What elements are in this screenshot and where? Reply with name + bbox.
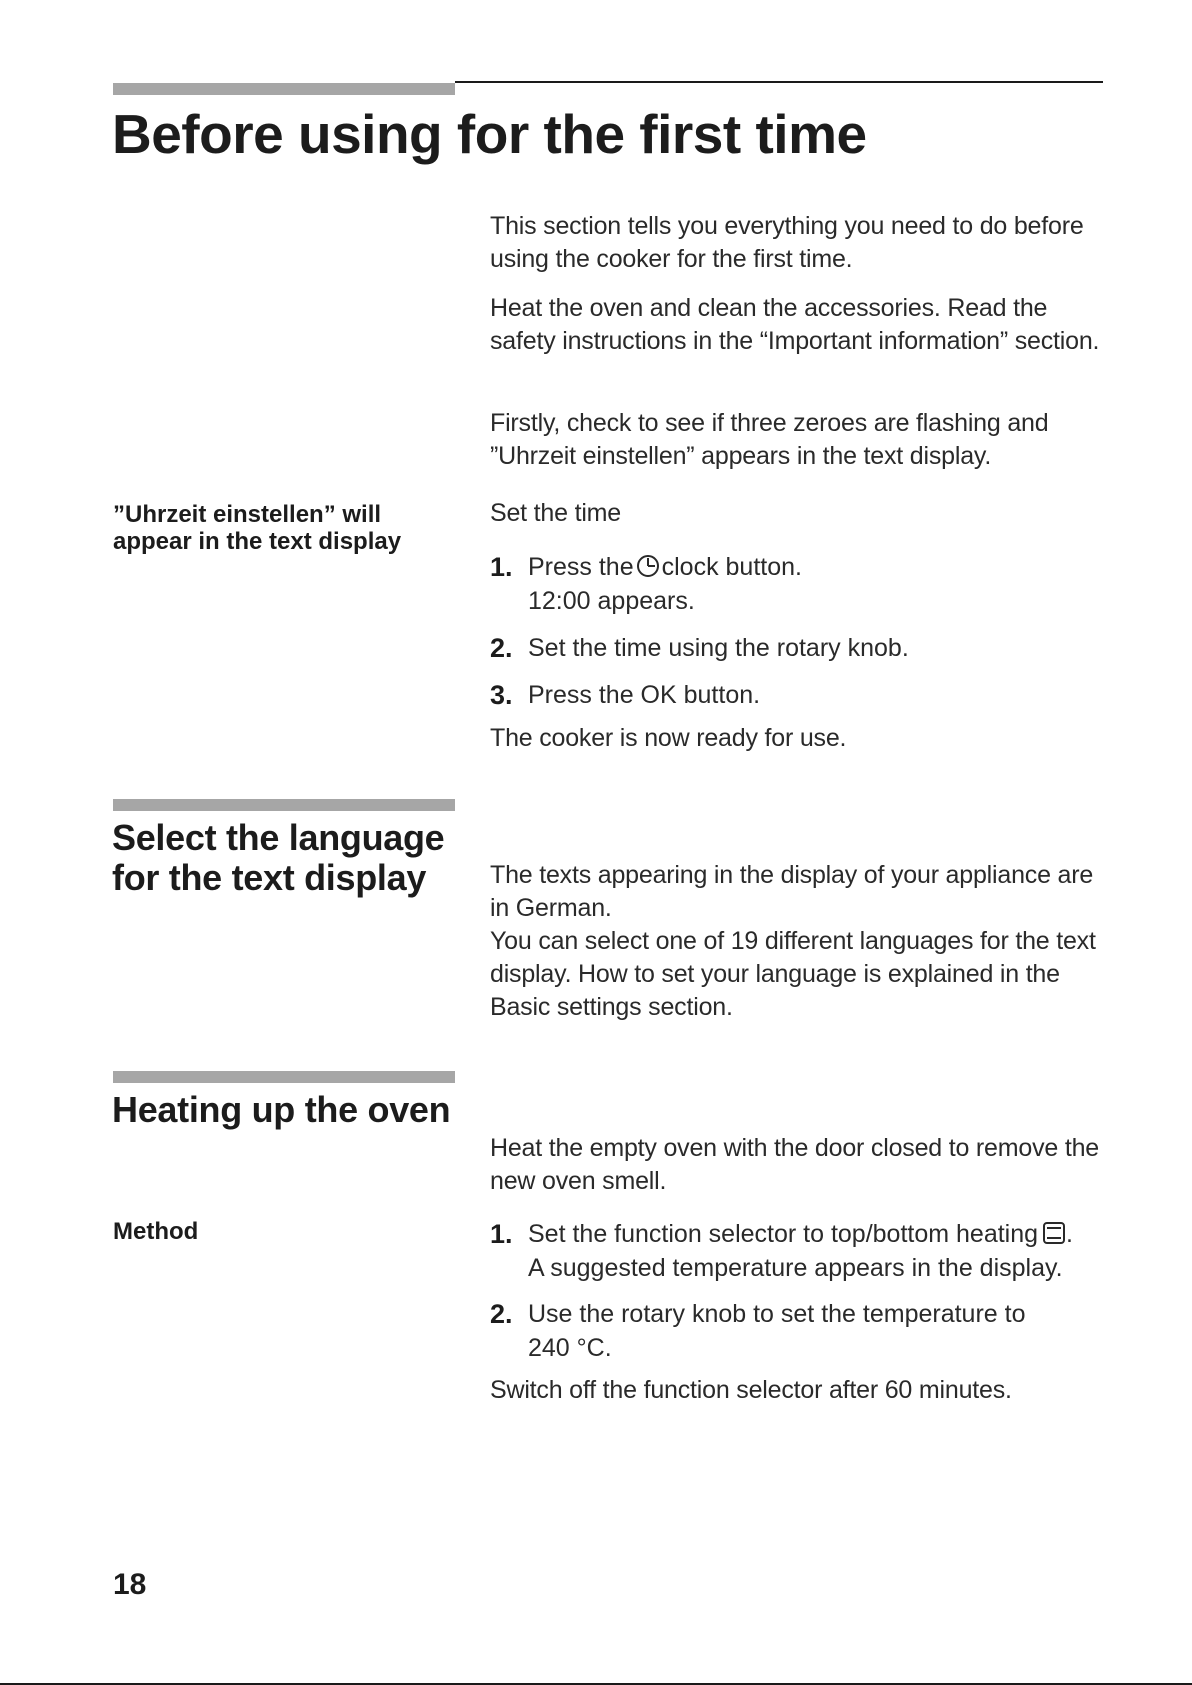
step-subtext: 12:00 appears. [528,587,695,615]
method-label: Method [113,1218,199,1245]
uhrzeit-side-note: ”Uhrzeit einstellen” will appear in the text display [113,501,402,555]
section-bar [113,83,455,95]
language-paragraph-1: The texts appearing in the display of your appliance are in German. [490,861,1094,922]
set-time-heading: Set the time [490,499,621,527]
page-number: 18 [113,1568,147,1601]
top-bottom-heating-icon [1042,1221,1066,1245]
heating-heading: Heating up the oven [112,1089,451,1130]
section-bar [113,1071,455,1083]
language-heading-line-1: Select the language [112,817,445,858]
step-text: Set the function selector to top/bottom heating [528,1220,1039,1248]
intro-paragraph-1: This section tells you everything you need to do before using the cooker for the first time. [490,212,1084,273]
clock-icon [636,554,660,578]
heating-intro: Heat the empty oven with the door closed to remove the new oven smell. [490,1134,1099,1195]
list-item [490,1217,1115,1285]
language-paragraph-2: You can select one of 19 different languages for the text display. How to set your language is explained in the Basic settings section. [490,927,1096,1021]
step-text: Use the rotary knob to set the temperature to 240 °C. [528,1300,1026,1362]
step-number: 1. [490,1219,513,1249]
step-number: 2. [490,1299,513,1329]
language-heading [112,818,444,898]
step-text: Set the time using the rotary knob. [528,634,909,662]
step-number: 3. [490,680,513,710]
step-number: 2. [490,633,513,663]
step-subtext: A suggested temperature appears in the display. [528,1254,1063,1282]
language-heading-line-2: for the text display [112,857,427,898]
step-text: Press the [528,553,634,581]
intro-paragraph-2: Heat the oven and clean the accessories. Read the safety instructions in the “Important information” section. [490,294,1100,355]
intro-paragraph-3: Firstly, check to see if three zeroes are flashing and ”Uhrzeit einstellen” appears in the text display. [490,409,1049,470]
step-text: Press the OK button. [528,681,761,709]
page-title: Before using for the first time [112,103,867,165]
set-time-closing: The cooker is now ready for use. [490,724,847,752]
heating-closing: Switch off the function selector after 60 minutes. [490,1376,1012,1404]
step-text-suffix: . [1066,1220,1073,1248]
step-number: 1. [490,552,513,582]
header-rule [455,81,1103,83]
list-item [490,1297,1115,1365]
list-item [490,631,1115,665]
section-bar [113,799,455,811]
list-item [490,550,1115,618]
step-text: clock button. [661,553,802,581]
list-item [490,678,1115,712]
